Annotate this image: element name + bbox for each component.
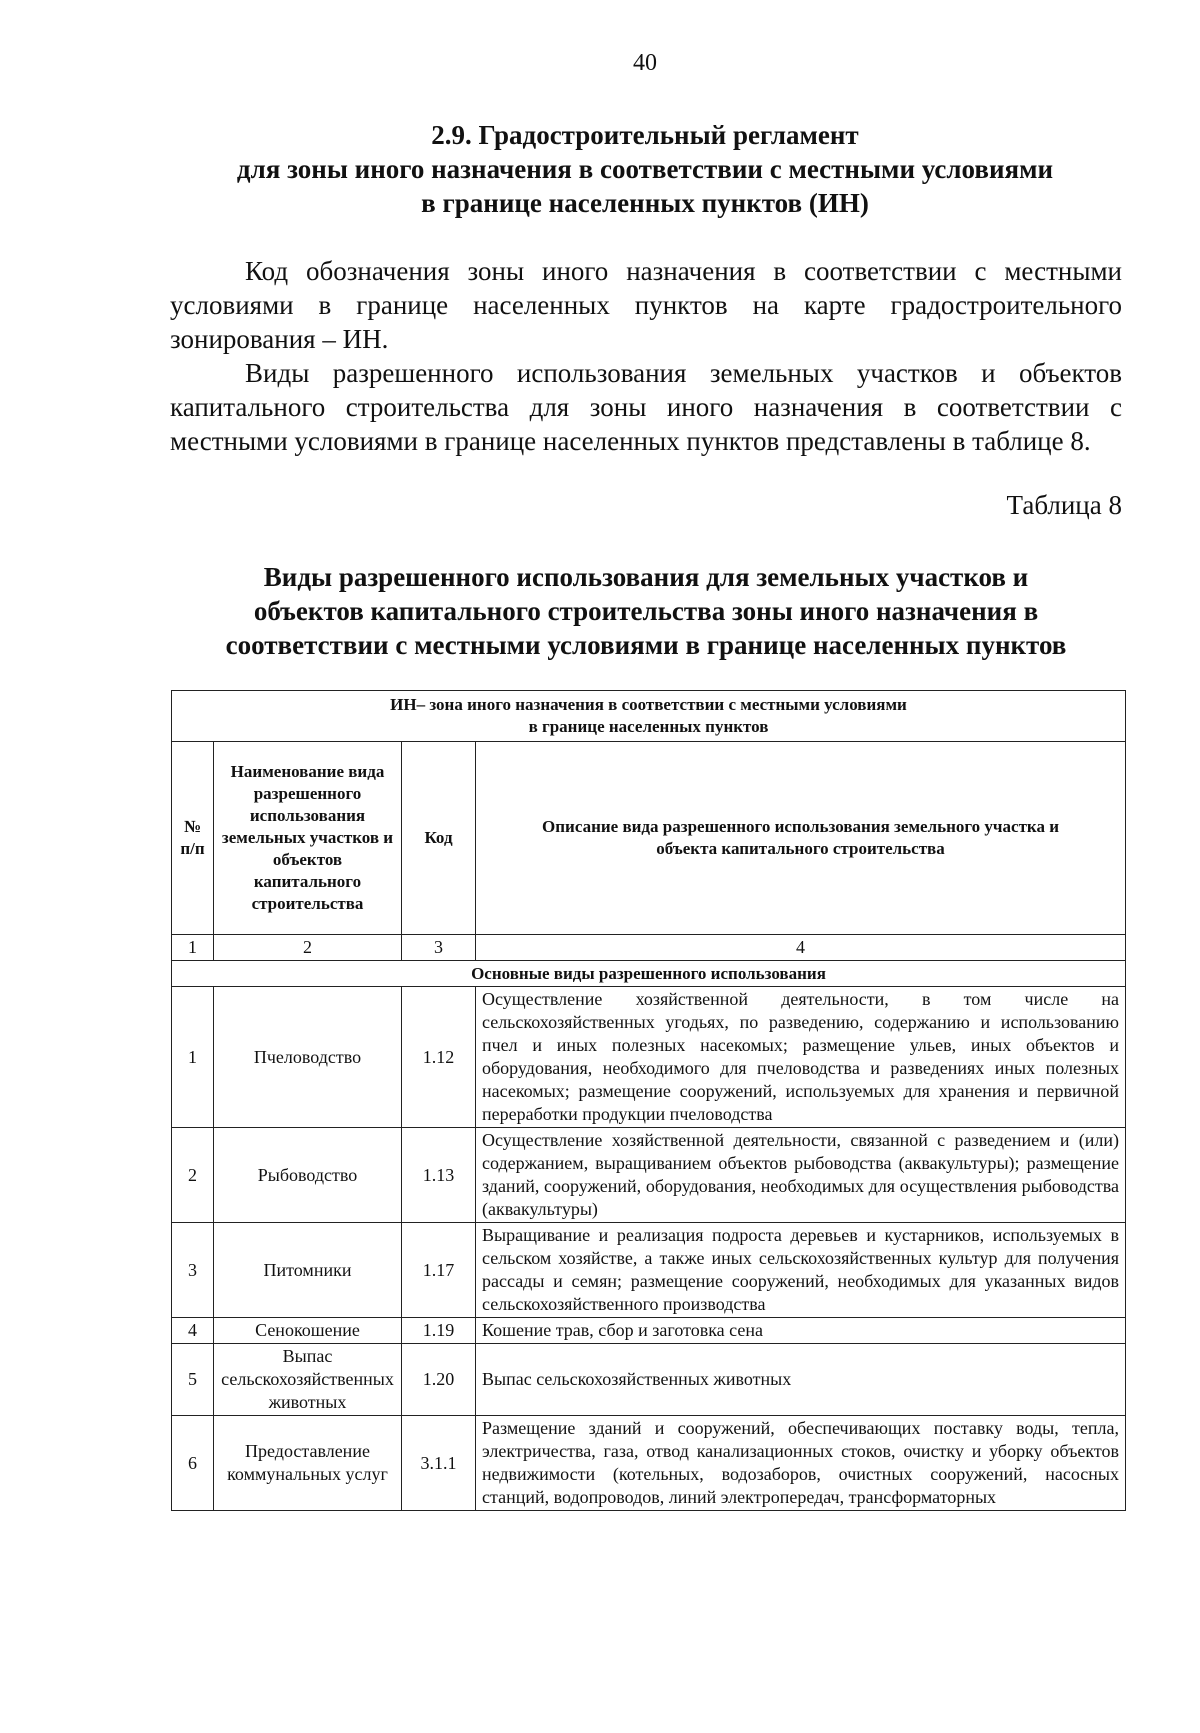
section-label: Основные виды разрешенного использования bbox=[172, 961, 1126, 987]
column-number-row bbox=[172, 935, 1126, 961]
col-header-num: № п/п bbox=[172, 742, 214, 935]
zone-header-row bbox=[172, 691, 1126, 742]
table-caption-line: Виды разрешенного использования для земельных участков и bbox=[263, 562, 1029, 592]
row-num: 3 bbox=[172, 1223, 214, 1318]
section-row bbox=[172, 961, 1126, 987]
section-title-line: для зоны иного назначения в соответствии с местными условиями bbox=[236, 154, 1054, 184]
table-caption-line: соответствии с местными условиями в границе населенных пунктов bbox=[225, 630, 1067, 660]
zone-header-line: ИН– зона иного назначения в соответствии с местными условиями bbox=[390, 695, 907, 714]
zone-header-line: в границе населенных пунктов bbox=[528, 717, 769, 736]
row-code: 1.13 bbox=[402, 1128, 476, 1223]
row-code: 1.20 bbox=[402, 1344, 476, 1416]
col-header-code: Код bbox=[402, 742, 476, 935]
row-num: 2 bbox=[172, 1128, 214, 1223]
col-number: 3 bbox=[402, 935, 476, 961]
col-header-name: Наименование вида разрешенного использования земельных участков и объектов капитального строительства bbox=[214, 742, 402, 935]
row-name: Выпас сельскохозяйственных животных bbox=[214, 1344, 402, 1416]
col-number: 1 bbox=[172, 935, 214, 961]
section-title bbox=[150, 118, 1140, 220]
col-number: 4 bbox=[476, 935, 1126, 961]
row-name: Предоставление коммунальных услуг bbox=[214, 1416, 402, 1511]
section-title-line: 2.9. Градостроительный регламент bbox=[431, 120, 859, 150]
row-code: 1.17 bbox=[402, 1223, 476, 1318]
row-description: Кошение трав, сбор и заготовка сена bbox=[476, 1318, 1126, 1344]
row-name: Сенокошение bbox=[214, 1318, 402, 1344]
table-row bbox=[172, 1416, 1126, 1511]
row-num: 4 bbox=[172, 1318, 214, 1344]
table-row bbox=[172, 1344, 1126, 1416]
row-name: Пчеловодство bbox=[214, 987, 402, 1128]
column-header-row bbox=[172, 742, 1126, 935]
table-caption bbox=[170, 560, 1122, 662]
row-description: Выращивание и реализация подроста деревьев и кустарников, используемых в сельском хозяйстве, а также иных сельскохозяйственных культур для получения рассады и семян; размещение сооружений, необходимых для указанных видов сельскохозяйственного производства bbox=[476, 1223, 1126, 1318]
row-code: 1.12 bbox=[402, 987, 476, 1128]
row-name: Рыбоводство bbox=[214, 1128, 402, 1223]
row-description: Выпас сельскохозяйственных животных bbox=[476, 1344, 1126, 1416]
row-description: Осуществление хозяйственной деятельности, связанной с разведением и (или) содержанием, выращиванием объектов рыбоводства (аквакультуры); размещение зданий, сооружений, оборудования, необходимых для осуществления рыбоводства (аквакультуры) bbox=[476, 1128, 1126, 1223]
row-num: 5 bbox=[172, 1344, 214, 1416]
row-code: 1.19 bbox=[402, 1318, 476, 1344]
table-label: Таблица 8 bbox=[1006, 490, 1122, 520]
row-description: Осуществление хозяйственной деятельности, в том числе на сельскохозяйственных угодьях, по разведению, содержанию и использованию пчел и иных полезных насекомых; размещение ульев, иных объектов и оборудования, необходимого для пчеловодства и разведениях иных полезных насекомых; размещение сооружений, используемых для хранения и первичной переработки продукции пчеловодства bbox=[476, 987, 1126, 1128]
row-num: 6 bbox=[172, 1416, 214, 1511]
row-description: Размещение зданий и сооружений, обеспечивающих поставку воды, тепла, электричества, газа, отвод канализационных стоков, очистку и уборку объектов недвижимости (котельных, водозаборов, очистных сооружений, насосных станций, водопроводов, линий электропередач, трансформаторных bbox=[476, 1416, 1126, 1511]
row-name: Питомники bbox=[214, 1223, 402, 1318]
zone-header-cell bbox=[172, 691, 1126, 742]
table-row bbox=[172, 987, 1126, 1128]
table-row bbox=[172, 1318, 1126, 1344]
zone-code-paragraph: Код обозначения зоны иного назначения в соответствии с местными условиями в границе населенных пунктов на карте градостроительного зонирования – ИН. bbox=[170, 256, 1122, 354]
table-row bbox=[172, 1223, 1126, 1318]
col-number: 2 bbox=[214, 935, 402, 961]
page-number: 40 bbox=[633, 50, 657, 76]
row-code: 3.1.1 bbox=[402, 1416, 476, 1511]
col-header-description: Описание вида разрешенного использования земельного участка и объекта капитального строительства bbox=[476, 742, 1126, 935]
section-title-line: в границе населенных пунктов (ИН) bbox=[421, 188, 869, 218]
table-row bbox=[172, 1128, 1126, 1223]
table-caption-line: объектов капитального строительства зоны иного назначения в bbox=[253, 596, 1039, 626]
row-num: 1 bbox=[172, 987, 214, 1128]
permitted-uses-paragraph: Виды разрешенного использования земельных участков и объектов капитального строительства для зоны иного назначения в соответствии с местными условиями в границе населенных пунктов представлены в таблице 8. bbox=[170, 358, 1122, 456]
permitted-uses-table bbox=[171, 690, 1126, 1511]
